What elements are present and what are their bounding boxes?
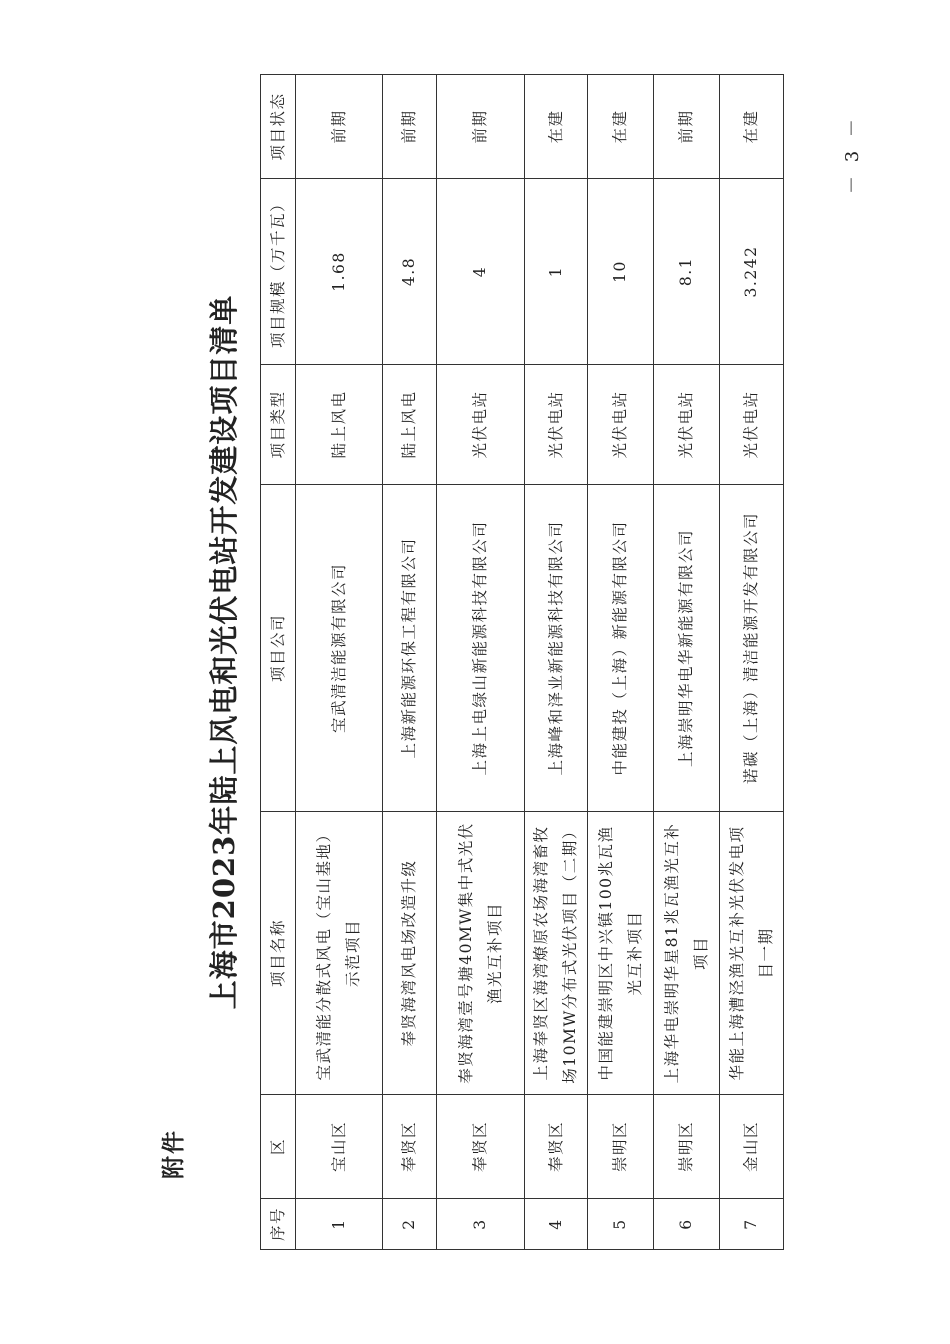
table-row	[437, 75, 525, 1250]
cell-district: 金山区	[720, 1095, 784, 1199]
cell-project-name: 奉贤海湾壹号塘40MW集中式光伏渔光互补项目	[437, 812, 525, 1095]
cell-district: 崇明区	[654, 1095, 720, 1199]
cell-status: 前期	[437, 75, 525, 179]
header-type: 项目类型	[261, 365, 296, 485]
cell-no: 4	[525, 1199, 588, 1250]
cell-company: 宝武清洁能源有限公司	[296, 485, 383, 812]
cell-type: 光伏电站	[525, 365, 588, 485]
header-status: 项目状态	[261, 75, 296, 179]
cell-company: 上海崇明华电华新能源有限公司	[654, 485, 720, 812]
cell-type: 光伏电站	[588, 365, 654, 485]
cell-no: 1	[296, 1199, 383, 1250]
page-title: 上海市2023年陆上风电和光伏电站开发建设项目清单	[207, 294, 241, 1010]
header-project-name: 项目名称	[261, 812, 296, 1095]
table-header-row	[261, 75, 296, 1250]
cell-district: 奉贤区	[525, 1095, 588, 1199]
header-company: 项目公司	[261, 485, 296, 812]
cell-district: 崇明区	[588, 1095, 654, 1199]
cell-status: 前期	[383, 75, 437, 179]
table-row	[720, 75, 784, 1250]
table-row	[383, 75, 437, 1250]
cell-status: 在建	[525, 75, 588, 179]
cell-scale: 3.242	[720, 179, 784, 365]
cell-no: 2	[383, 1199, 437, 1250]
cell-type: 陆上风电	[296, 365, 383, 485]
header-district: 区	[261, 1095, 296, 1199]
table-row	[296, 75, 383, 1250]
cell-no: 3	[437, 1199, 525, 1250]
cell-project-name: 华能上海漕泾渔光互补光伏发电项目一期	[720, 812, 784, 1095]
cell-project-name: 宝武清能分散式风电（宝山基地）示范项目	[296, 812, 383, 1095]
cell-project-name: 上海华电崇明华星81兆瓦渔光互补项目	[654, 812, 720, 1095]
header-no: 序号	[261, 1199, 296, 1250]
cell-type: 光伏电站	[654, 365, 720, 485]
cell-company: 中能建投（上海）新能源有限公司	[588, 485, 654, 812]
cell-type: 陆上风电	[383, 365, 437, 485]
cell-scale: 10	[588, 179, 654, 365]
cell-district: 奉贤区	[437, 1095, 525, 1199]
project-table	[260, 74, 784, 1250]
cell-district: 宝山区	[296, 1095, 383, 1199]
cell-district: 奉贤区	[383, 1095, 437, 1199]
cell-project-name: 中国能建崇明区中兴镇100兆瓦渔光互补项目	[588, 812, 654, 1095]
cell-project-name: 上海奉贤区海湾燎原农场海湾畜牧场10MW分布式光伏项目（二期）	[525, 812, 588, 1095]
page-number: － 3 －	[842, 115, 863, 194]
cell-no: 6	[654, 1199, 720, 1250]
table-row	[654, 75, 720, 1250]
cell-status: 在建	[588, 75, 654, 179]
cell-scale: 1.68	[296, 179, 383, 365]
cell-status: 在建	[720, 75, 784, 179]
cell-company: 诺碳（上海）清洁能源开发有限公司	[720, 485, 784, 812]
cell-scale: 8.1	[654, 179, 720, 365]
header-scale: 项目规模（万千瓦）	[261, 179, 296, 365]
cell-project-name: 奉贤海湾风电场改造升级	[383, 812, 437, 1095]
cell-status: 前期	[296, 75, 383, 179]
table-row	[588, 75, 654, 1250]
cell-no: 5	[588, 1199, 654, 1250]
cell-scale: 4	[437, 179, 525, 365]
cell-status: 前期	[654, 75, 720, 179]
cell-company: 上海新能源环保工程有限公司	[383, 485, 437, 812]
cell-type: 光伏电站	[437, 365, 525, 485]
cell-scale: 1	[525, 179, 588, 365]
table-row	[525, 75, 588, 1250]
cell-no: 7	[720, 1199, 784, 1250]
cell-company: 上海峰和泽业新能源科技有限公司	[525, 485, 588, 812]
cell-scale: 4.8	[383, 179, 437, 365]
cell-type: 光伏电站	[720, 365, 784, 485]
cell-company: 上海上电绿山新能源科技有限公司	[437, 485, 525, 812]
annex-label: 附件	[161, 1129, 187, 1179]
